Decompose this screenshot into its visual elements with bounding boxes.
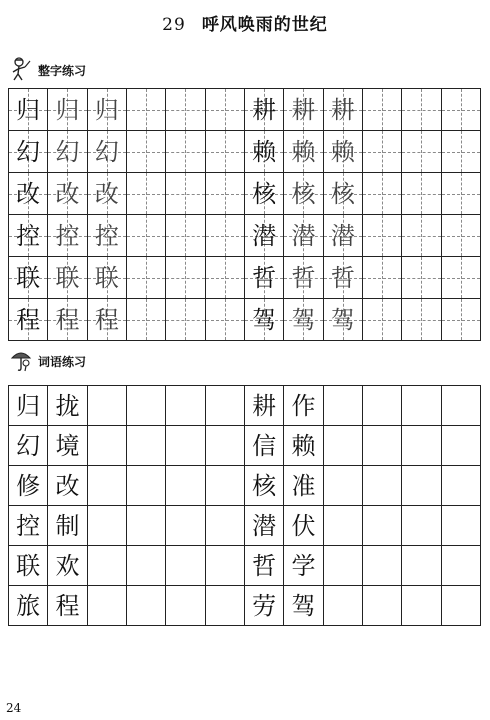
grid-cell[interactable] (363, 299, 402, 341)
trace-character: 改 (94, 179, 119, 208)
grid-cell[interactable] (88, 89, 127, 131)
grid-cell[interactable] (442, 426, 481, 466)
model-character: 联 (16, 263, 41, 292)
trace-character: 控 (55, 221, 80, 250)
grid-cell[interactable] (284, 426, 323, 466)
model-character: 哲 (252, 263, 277, 292)
practice-grid-whole-character (8, 88, 481, 341)
grid-cell[interactable] (166, 586, 205, 626)
word-character: 制 (55, 511, 80, 540)
grid-cell[interactable] (9, 131, 48, 173)
grid-cell[interactable] (245, 257, 284, 299)
trace-character: 幻 (55, 137, 80, 166)
grid-cell[interactable] (9, 299, 48, 341)
trace-character: 核 (291, 179, 316, 208)
grid-cell[interactable] (402, 131, 441, 173)
trace-character: 哲 (330, 263, 355, 292)
grid-cell[interactable] (9, 426, 48, 466)
grid-cell[interactable] (166, 299, 205, 341)
word-character: 驾 (291, 591, 316, 620)
grid-cell[interactable] (442, 131, 481, 173)
grid-cell[interactable] (206, 257, 245, 299)
grid-cell[interactable] (48, 506, 87, 546)
grid-cell[interactable] (363, 257, 402, 299)
grid-cell[interactable] (206, 426, 245, 466)
grid-cell[interactable] (402, 386, 441, 426)
grid-cell[interactable] (324, 257, 363, 299)
trace-character: 耕 (330, 95, 355, 124)
grid-cell[interactable] (9, 89, 48, 131)
grid-cell[interactable] (402, 215, 441, 257)
word-character: 幻 (16, 431, 41, 460)
trace-character: 改 (55, 179, 80, 208)
grid-cell[interactable] (442, 466, 481, 506)
grid-cell[interactable] (324, 215, 363, 257)
trace-character: 潜 (330, 221, 355, 250)
model-character: 程 (16, 305, 41, 334)
word-character: 核 (252, 471, 277, 500)
grid-cell[interactable] (127, 89, 166, 131)
section-heading-word-practice (10, 349, 86, 373)
model-character: 耕 (252, 95, 277, 124)
grid-cell[interactable] (166, 386, 205, 426)
grid-cell[interactable] (127, 386, 166, 426)
grid-cell[interactable] (284, 386, 323, 426)
grid-cell[interactable] (245, 215, 284, 257)
grid-cell[interactable] (245, 89, 284, 131)
grid-cell[interactable] (88, 586, 127, 626)
grid-cell[interactable] (245, 586, 284, 626)
grid-cell[interactable] (402, 506, 441, 546)
trace-character: 程 (55, 305, 80, 334)
grid-cell[interactable] (48, 173, 87, 215)
grid-cell[interactable] (284, 257, 323, 299)
grid-cell[interactable] (206, 215, 245, 257)
grid-cell[interactable] (363, 173, 402, 215)
word-character: 准 (291, 471, 316, 500)
grid-cell[interactable] (166, 546, 205, 586)
grid-cell[interactable] (206, 299, 245, 341)
word-character: 作 (291, 391, 316, 420)
grid-cell[interactable] (245, 506, 284, 546)
model-character: 改 (16, 179, 41, 208)
grid-cell[interactable] (127, 506, 166, 546)
grid-cell[interactable] (402, 299, 441, 341)
word-character: 联 (16, 551, 41, 580)
grid-cell[interactable] (48, 89, 87, 131)
trace-character: 联 (55, 263, 80, 292)
grid-cell[interactable] (284, 89, 323, 131)
grid-cell[interactable] (245, 386, 284, 426)
grid-cell[interactable] (166, 466, 205, 506)
grid-cell[interactable] (402, 89, 441, 131)
trace-character: 联 (94, 263, 119, 292)
trace-character: 核 (330, 179, 355, 208)
grid-cell[interactable] (363, 89, 402, 131)
word-character: 欢 (55, 551, 80, 580)
grid-cell[interactable] (442, 386, 481, 426)
grid-cell[interactable] (127, 131, 166, 173)
word-character: 改 (55, 471, 80, 500)
word-character: 归 (16, 391, 41, 420)
trace-character: 赖 (330, 137, 355, 166)
grid-cell[interactable] (363, 215, 402, 257)
grid-cell[interactable] (9, 386, 48, 426)
page-number: 24 (6, 701, 22, 715)
grid-cell[interactable] (324, 506, 363, 546)
model-character: 驾 (252, 305, 277, 334)
word-character: 赖 (291, 431, 316, 460)
grid-cell[interactable] (48, 215, 87, 257)
word-character: 境 (55, 431, 80, 460)
grid-cell[interactable] (363, 386, 402, 426)
word-character: 伏 (291, 511, 316, 540)
grid-cell[interactable] (442, 173, 481, 215)
trace-character: 归 (94, 95, 119, 124)
grid-cell[interactable] (48, 131, 87, 173)
grid-cell[interactable] (324, 173, 363, 215)
grid-cell[interactable] (9, 257, 48, 299)
grid-cell[interactable] (363, 131, 402, 173)
grid-cell[interactable] (9, 215, 48, 257)
grid-cell[interactable] (127, 299, 166, 341)
grid-cell[interactable] (48, 386, 87, 426)
grid-cell[interactable] (363, 426, 402, 466)
grid-cell[interactable] (166, 506, 205, 546)
grid-cell[interactable] (9, 586, 48, 626)
grid-cell[interactable] (245, 131, 284, 173)
trace-character: 驾 (330, 305, 355, 334)
grid-cell[interactable] (324, 546, 363, 586)
grid-cell[interactable] (245, 173, 284, 215)
grid-cell[interactable] (402, 586, 441, 626)
grid-cell[interactable] (442, 586, 481, 626)
grid-cell[interactable] (324, 586, 363, 626)
grid-cell[interactable] (88, 173, 127, 215)
grid-cell[interactable] (166, 215, 205, 257)
word-character: 耕 (252, 391, 277, 420)
grid-cell[interactable] (442, 215, 481, 257)
grid-cell[interactable] (48, 586, 87, 626)
grid-cell[interactable] (88, 506, 127, 546)
section-heading-whole-character (10, 58, 86, 82)
model-character: 归 (16, 95, 41, 124)
trace-character: 幻 (94, 137, 119, 166)
grid-cell[interactable] (166, 173, 205, 215)
grid-cell[interactable] (88, 257, 127, 299)
grid-cell[interactable] (9, 546, 48, 586)
grid-cell[interactable] (324, 89, 363, 131)
grid-cell[interactable] (206, 466, 245, 506)
grid-cell[interactable] (206, 173, 245, 215)
grid-cell[interactable] (206, 131, 245, 173)
grid-cell[interactable] (324, 386, 363, 426)
grid-cell[interactable] (206, 586, 245, 626)
word-character: 劳 (252, 591, 277, 620)
grid-cell[interactable] (127, 215, 166, 257)
grid-cell[interactable] (284, 506, 323, 546)
grid-cell[interactable] (363, 506, 402, 546)
trace-character: 哲 (291, 263, 316, 292)
model-character: 幻 (16, 137, 41, 166)
grid-cell[interactable] (206, 506, 245, 546)
trace-character: 赖 (291, 137, 316, 166)
model-character: 潜 (252, 221, 277, 250)
trace-character: 程 (94, 305, 119, 334)
practice-grid-word (8, 385, 481, 626)
grid-cell[interactable] (127, 426, 166, 466)
grid-cell[interactable] (324, 426, 363, 466)
grid-cell[interactable] (206, 546, 245, 586)
grid-cell[interactable] (9, 506, 48, 546)
umbrella-figure-icon (10, 348, 32, 375)
trace-character: 耕 (291, 95, 316, 124)
grid-cell[interactable] (245, 426, 284, 466)
word-character: 拢 (55, 391, 80, 420)
grid-cell[interactable] (442, 506, 481, 546)
grid-cell[interactable] (88, 386, 127, 426)
grid-cell[interactable] (206, 386, 245, 426)
grid-cell[interactable] (166, 257, 205, 299)
grid-cell[interactable] (9, 466, 48, 506)
grid-cell[interactable] (284, 466, 323, 506)
grid-cell[interactable] (48, 299, 87, 341)
grid-cell[interactable] (127, 173, 166, 215)
grid-cell[interactable] (402, 466, 441, 506)
grid-cell[interactable] (88, 215, 127, 257)
grid-cell[interactable] (324, 466, 363, 506)
grid-cell[interactable] (48, 257, 87, 299)
grid-cell[interactable] (363, 586, 402, 626)
word-character: 程 (55, 591, 80, 620)
grid-cell[interactable] (284, 546, 323, 586)
grid-cell[interactable] (88, 546, 127, 586)
grid-cell[interactable] (166, 131, 205, 173)
grid-cell[interactable] (402, 173, 441, 215)
trace-character: 控 (94, 221, 119, 250)
word-character: 控 (16, 511, 41, 540)
grid-cell[interactable] (442, 257, 481, 299)
grid-cell[interactable] (48, 466, 87, 506)
word-character: 学 (291, 551, 316, 580)
grid-cell[interactable] (88, 466, 127, 506)
word-character: 修 (16, 471, 41, 500)
grid-cell[interactable] (166, 89, 205, 131)
grid-cell[interactable] (127, 586, 166, 626)
grid-cell[interactable] (166, 426, 205, 466)
model-character: 赖 (252, 137, 277, 166)
grid-cell[interactable] (402, 257, 441, 299)
grid-cell[interactable] (206, 89, 245, 131)
grid-cell[interactable] (48, 546, 87, 586)
grid-cell[interactable] (284, 586, 323, 626)
page-title (0, 10, 490, 35)
grid-cell[interactable] (363, 466, 402, 506)
word-character: 哲 (252, 551, 277, 580)
grid-cell[interactable] (88, 131, 127, 173)
grid-cell[interactable] (245, 466, 284, 506)
grid-cell[interactable] (88, 299, 127, 341)
grid-cell[interactable] (284, 215, 323, 257)
grid-cell[interactable] (127, 546, 166, 586)
grid-cell[interactable] (284, 131, 323, 173)
grid-cell[interactable] (324, 131, 363, 173)
trace-character: 潜 (291, 221, 316, 250)
trace-character: 驾 (291, 305, 316, 334)
grid-cell[interactable] (127, 257, 166, 299)
trace-character: 归 (55, 95, 80, 124)
word-character: 信 (252, 431, 277, 460)
lesson-number: 29 (162, 15, 186, 35)
model-character: 控 (16, 221, 41, 250)
word-character: 潜 (252, 511, 277, 540)
grid-cell[interactable] (402, 546, 441, 586)
grid-cell[interactable] (363, 546, 402, 586)
section-heading-text: 词语练习 (38, 354, 87, 369)
word-character: 旅 (16, 591, 41, 620)
grid-cell[interactable] (245, 299, 284, 341)
grid-cell[interactable] (442, 546, 481, 586)
grid-cell[interactable] (245, 546, 284, 586)
grid-cell[interactable] (442, 89, 481, 131)
lesson-title: 呼风唤雨的世纪 (201, 15, 328, 35)
grid-cell[interactable] (48, 426, 87, 466)
grid-cell[interactable] (324, 299, 363, 341)
grid-cell[interactable] (9, 173, 48, 215)
section-heading-text: 整字练习 (38, 63, 87, 78)
writing-figure-icon (10, 57, 32, 84)
grid-cell[interactable] (88, 426, 127, 466)
model-character: 核 (252, 179, 277, 208)
grid-cell[interactable] (442, 299, 481, 341)
grid-cell[interactable] (127, 466, 166, 506)
grid-cell[interactable] (284, 173, 323, 215)
grid-cell[interactable] (284, 299, 323, 341)
grid-cell[interactable] (402, 426, 441, 466)
